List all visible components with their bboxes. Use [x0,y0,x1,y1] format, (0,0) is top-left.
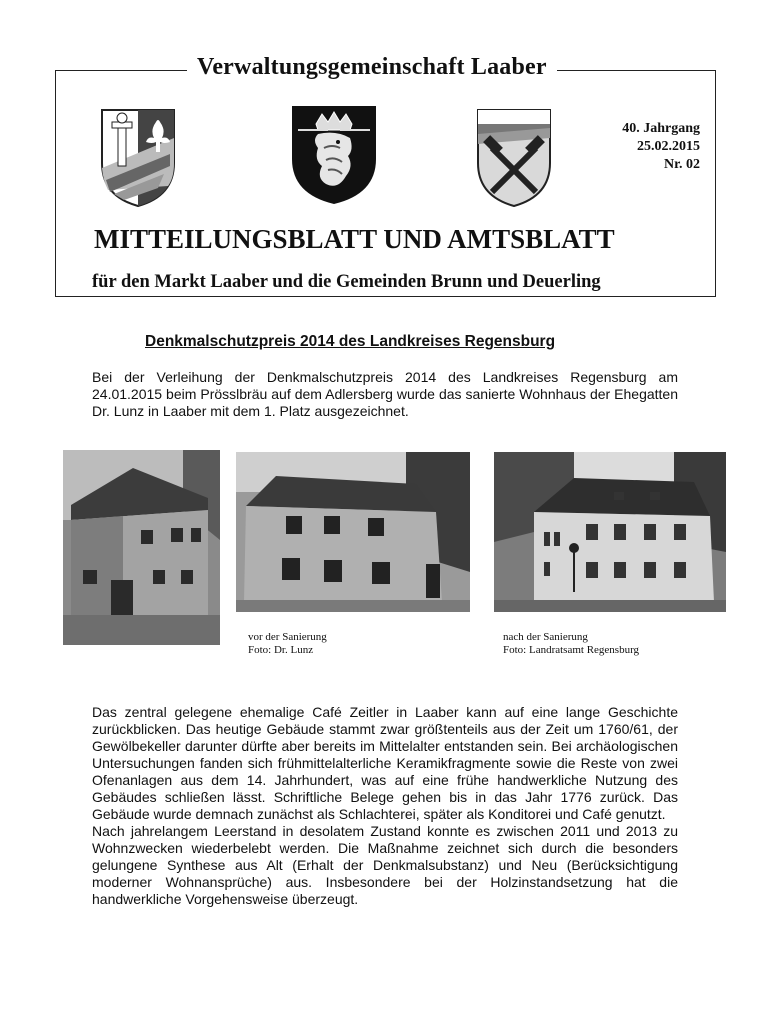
main-title: MITTEILUNGSBLATT UND AMTSBLATT [94,224,615,254]
crest-laaber-icon [98,108,178,208]
crest-deuerling-icon [474,108,554,208]
caption-after-label: nach der Sanierung [503,631,588,643]
photo-after [494,452,726,612]
issue-info [622,120,700,174]
photo-before-side [63,450,220,645]
body-paragraph-2: Nach jahrelangem Leerstand in desolatem Zustand konnte es zwischen 2011 und 2013 zu Wohnzwecken wiederbelebt werden. Die Maßnahme zeichnet sich durch die besonders gelungene Synthese aus Alt (Erhalt der Denkmalsubstanz) und Neu (Berücksichtigung moderner Wohnansprüche) aus. Insbesondere bei der Holzinstandsetzung hat die handwerkliche Vorgehensweise überzeugt. [92,823,678,907]
caption-before [248,631,327,657]
article-body [92,704,678,908]
issue-date: 25.02.2015 [637,139,700,154]
photo-before-front [236,452,470,612]
issue-year: 40. Jahrgang [622,121,700,136]
intro-text: Bei der Verleihung der Denkmalschutzpreis 2014 des Landkreises Regensburg am 24.01.2015 beim Prösslbräu auf dem Adlersberg wurde das sanierte Wohnhaus der Ehegatten Dr. Lunz in Laaber mit dem 1. Platz ausgezeichnet. [92,369,678,419]
caption-after [503,631,639,657]
issue-number: Nr. 02 [663,157,700,172]
crest-brunn-icon [288,104,380,206]
body-paragraph-1: Das zentral gelegene ehemalige Café Zeitler in Laaber kann auf eine lange Geschichte zurückblicken. Das heutige Gebäude stammt zwar größtenteils aus der Zeit um 1760/61, der Gewölbekeller darunter dürfte aber bereits im Mittelalter entstanden sein. Bei archäologischen Untersuchungen fanden sich frühmittelalterliche Keramikfragmente sowie die Reste von zwei Ofenanlagen aus dem 14. Jahrhundert, was auf eine frühe handwerkliche Nutzung des Gebäudes schließen lässt. Schriftliche Belege gehen bis in das Jahr 1776 zurück. Das Gebäude wurde demnach zunächst als Schlachterei, später als Konditorei und Café genutzt. [92,704,678,822]
caption-after-credit: Foto: Landratsamt Regensburg [503,644,640,656]
caption-before-credit: Foto: Dr. Lunz [248,644,314,656]
article-heading: Denkmalschutzpreis 2014 des Landkreises Regensburg [145,333,556,350]
sub-title: für den Markt Laaber und die Gemeinden Brunn und Deuerling [92,272,601,292]
article-intro [92,369,678,420]
org-title: Verwaltungsgemeinschaft Laaber [187,54,557,81]
caption-before-label: vor der Sanierung [248,631,327,643]
